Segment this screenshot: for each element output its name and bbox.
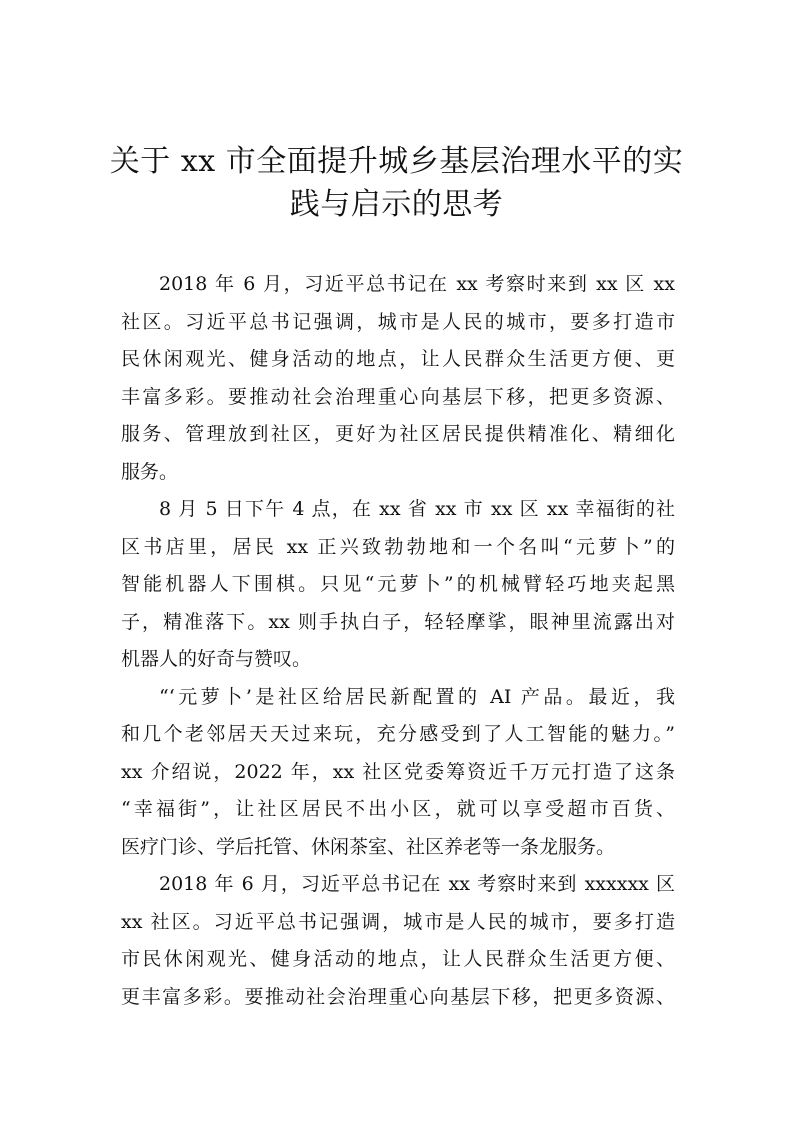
text-line: 智能机器人下围棋。只见“元萝卜”的机械臂轻巧地夹起黑 (121, 573, 675, 595)
text-line: 服务。 (121, 460, 179, 483)
text-line: 2018 年 6 月，习近平总书记在 xx 考察时来到 xxxxxx 区 (159, 873, 675, 895)
text-line: 社区。习近平总书记强调，城市是人民的城市，要多打造市 (121, 310, 675, 333)
text-line: “‘元萝卜’是社区给居民新配置的 AI 产品。最近，我 (159, 685, 675, 708)
text-line: 机器人的好奇与赞叹。 (121, 648, 312, 670)
paragraph (121, 266, 675, 491)
text-line: “幸福街”，让社区居民不出小区，就可以享受超市百货、 (121, 798, 675, 820)
text-line: 区书店里，居民 xx 正兴致勃勃地和一个名叫“元萝卜”的 (121, 535, 675, 558)
text-line: 8 月 5 日下午 4 点，在 xx 省 xx 市 xx 区 xx 幸福街的社 (159, 498, 675, 520)
text-line: 民休闲观光、健身活动的地点，让人民群众生活更方便、更 (121, 348, 675, 370)
text-line: 市民休闲观光、健身活动的地点，让人民群众生活更方便、 (121, 948, 675, 970)
text-line: 丰富多彩。要推动社会治理重心向基层下移，把更多资源、 (121, 385, 675, 408)
text-line: xx 社区。习近平总书记强调，城市是人民的城市，要多打造 (121, 910, 675, 933)
paragraph (121, 866, 675, 1016)
text-line: 更丰富多彩。要推动社会治理重心向基层下移，把更多资源、 (121, 985, 675, 1008)
title-line: 践与启示的思考 (289, 187, 504, 222)
text-line: xx 介绍说，2022 年，xx 社区党委筹资近千万元打造了这条 (121, 760, 675, 783)
text-line: 子，精准落下。xx 则手执白子，轻轻摩挲，眼神里流露出对 (121, 610, 675, 633)
title-line: 关于 xx 市全面提升城乡基层治理水平的实 (109, 144, 684, 179)
text-line: 医疗门诊、学后托管、休闲茶室、社区养老等一条龙服务。 (121, 835, 616, 858)
text-line: 服务、管理放到社区，更好为社区居民提供精准化、精细化 (121, 423, 675, 445)
text-line: 和几个老邻居天天过来玩，充分感受到了人工智能的魅力。” (121, 723, 675, 745)
document-body (121, 266, 675, 1016)
document-title (100, 140, 693, 226)
paragraph (121, 679, 675, 867)
paragraph (121, 491, 675, 679)
text-line: 2018 年 6 月，习近平总书记在 xx 考察时来到 xx 区 xx (159, 273, 675, 295)
